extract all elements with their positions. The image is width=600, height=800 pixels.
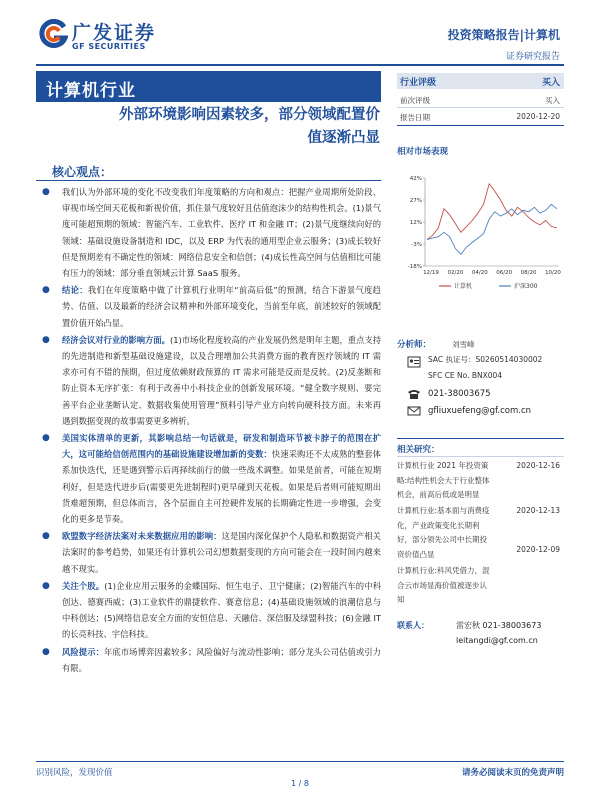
related-line: 计算机行业 2021 年投资策 bbox=[397, 461, 489, 470]
relative-performance-chart bbox=[397, 170, 564, 320]
report-date-label: 报告日期 bbox=[400, 113, 430, 122]
chart-x-tick-label: 10/20 bbox=[545, 270, 561, 276]
related-date: 2020-12-13 bbox=[516, 506, 560, 515]
core-bullet bbox=[40, 644, 381, 676]
industry-title: 计算机行业 bbox=[46, 81, 136, 101]
chart-title: 相对市场表现 bbox=[397, 147, 449, 157]
report-subtitle: 证券研究报告 bbox=[505, 52, 560, 62]
related-line: 资价值凸显 bbox=[397, 549, 435, 559]
core-divider bbox=[36, 180, 381, 181]
chart-series-line bbox=[427, 184, 557, 240]
related-line: 合云市场显海价值被逐步认 bbox=[397, 580, 487, 590]
rating-label: 行业评级 bbox=[400, 78, 437, 88]
related-line: 知 bbox=[397, 595, 405, 604]
chart-y-tick-label: 12% bbox=[409, 220, 422, 226]
footer-disclaimer[interactable]: 请务必阅读末页的免责声明 bbox=[461, 768, 564, 778]
report-date-value: 2020-12-20 bbox=[516, 112, 560, 121]
core-bullet bbox=[40, 430, 381, 527]
related-label: 相关研究： bbox=[397, 445, 440, 455]
chart-x-tick-label: 04/20 bbox=[471, 270, 488, 276]
analyst-sfc: SFC CE No. BNX004 bbox=[428, 371, 503, 380]
gf-logo-icon bbox=[38, 19, 68, 49]
analyst-email[interactable]: gfliuxuefeng@gf.com.cn bbox=[428, 406, 532, 416]
related-item[interactable] bbox=[397, 504, 515, 562]
bullet-text: (1)市场化程度较高的产业发展仍然是明年主题，重点支持的先进制造和新型基础设施建设，以及合理增加公共消费方面的教育医疗领域的 IT 需求亦可有不错的预期，但过度依赖财政预算的 IT 需求可能是反而是反转。(2)反垄断和防止资本无序扩张：有利于改善中小科技企业的创新发展环境。“健全数字规则、要完善平台企业垄断认定、数据收集使用管理”预料引导产业方向转向硬科技方面。未来再遇到数据变现的故事需要更多辨析。 bbox=[62, 334, 381, 426]
chart-y-tick-label: 42% bbox=[409, 176, 422, 182]
chart-legend-label: 计算机 bbox=[454, 283, 473, 290]
chart-x-tick-label: 02/20 bbox=[447, 270, 464, 276]
id-card-icon bbox=[407, 356, 421, 368]
bullet-bold: 结论： bbox=[62, 285, 88, 296]
bullet-text: 我们认为外部环境的变化不改变我们年度策略的方向和观点：把握产业周期所处阶段、审视市场空间天花板和新视价值，抓住景气度较好且估值泡沫少的结构性机会。(1)景气度可能超预期的领域：智能汽车、工业软件、医疗 IT 和金融 IT；(2)景气度继续向好的领域：基础设施设备制造和 IDC，以及 ERP 为代表的通用型企业云服务；(3)成长较好但是预期差有不确定性的领域：网络信息安全和信创；(4)成长性高空间与估值相比可能有压力的领域：部分垂直领域云计算 SaaS 服务。 bbox=[62, 187, 381, 279]
related-header-rule bbox=[397, 456, 564, 457]
bullet-icon: ● bbox=[42, 187, 50, 197]
page-number: 1 / 8 bbox=[291, 779, 309, 788]
bullet-bold: 经济会议对行业的影响方面。 bbox=[62, 334, 170, 345]
core-bullet bbox=[40, 578, 381, 643]
footer-slogan: 识别风险，发现价值 bbox=[36, 768, 113, 778]
bullet-icon: ● bbox=[42, 580, 50, 591]
bullet-text: (1)企业应用云服务的金蝶国际、恒生电子、卫宁健康；(2)智能汽车的中科创达、德赛西威；(3)工业软件的鼎捷软件、赛意信息；(4)基础设施领域的浪潮信息与中科创达；(5)网络信息安全方面的安恒信息、天融信、深信服及绿盟科技；(6)金融 IT 的长亮科技、宇信科技。 bbox=[62, 580, 381, 640]
related-line: 好，部分领先公司中长期投 bbox=[397, 535, 487, 544]
bullet-icon: ● bbox=[42, 334, 50, 345]
contact-email[interactable]: leitangdi@gf.com.cn bbox=[456, 636, 538, 645]
title-line-2: 值逐渐凸显 bbox=[307, 130, 380, 146]
contact-info: 雷宏秋 021-38003673 bbox=[456, 621, 542, 630]
bullet-bold: 风险提示： bbox=[62, 646, 104, 657]
related-line: 计算机行业:基本面与消费疫 bbox=[397, 506, 490, 515]
chart-x-tick-label: 06/20 bbox=[496, 270, 513, 276]
related-item[interactable] bbox=[397, 459, 515, 503]
prev-rating-value: 买入 bbox=[545, 96, 560, 105]
logo-chinese: 广发证券 bbox=[72, 22, 157, 44]
contact-label: 联系人： bbox=[397, 621, 429, 630]
core-heading: 核心观点： bbox=[52, 165, 113, 179]
related-line: 略:结构性机会大于行业整体 bbox=[397, 475, 490, 485]
analyst-phone: 021-38003675 bbox=[428, 389, 491, 399]
bullet-bold: 欧盟数字经济法案对未来数据应用的影响： bbox=[62, 531, 222, 542]
core-bullet bbox=[40, 282, 381, 331]
bullet-icon: ● bbox=[42, 531, 50, 542]
bullet-icon: ● bbox=[42, 285, 50, 296]
related-item[interactable] bbox=[397, 564, 515, 608]
phone-icon bbox=[407, 388, 421, 400]
related-line: 计算机行业:科风凭借力，混 bbox=[397, 566, 490, 575]
bullet-text: 年底市场博弈因素较多；风险偏好与流动性影响；部分龙头公司估值或引力有限。 bbox=[62, 646, 381, 673]
core-bullet bbox=[40, 332, 381, 429]
analyst-sac: SAC 执证号：S0260514030002 bbox=[428, 355, 543, 364]
rating-value: 买入 bbox=[541, 78, 560, 88]
bullet-text: 快速采购还不太成熟的整套体系加快迭代，还是遇到警示后再择续前行的做一些战术调整。如果是前者，可能在短期利好，但是迭代进步后(需要更先进制程时)更早碰到天花板。如果是后者则可能短期出货难超预期，但总体而言，各个层面自主可控硬件发展的长期确定性进一步增强，会变化的更多是节奏。 bbox=[62, 449, 381, 525]
bullet-text: 我们在年度策略中做了计算机行业明年“前高后低”的预测，结合下游景气度趋势、估值、以及最新的经济会议精神和外部环境变化，当前至年底，前述较好的领域配置价值开始凸显。 bbox=[62, 285, 381, 328]
core-bullet-list bbox=[40, 184, 381, 677]
title-line-1: 外部环境影响因素较多，部分领域配置价 bbox=[119, 107, 380, 123]
related-date: 2020-12-16 bbox=[516, 461, 560, 470]
chart-legend-label: 沪深300 bbox=[514, 283, 538, 290]
page-title bbox=[40, 104, 380, 150]
related-top-rule bbox=[397, 438, 564, 439]
bullet-icon: ● bbox=[42, 433, 50, 444]
core-bullet bbox=[40, 184, 381, 281]
chart-y-tick-label: -18% bbox=[407, 264, 422, 270]
chart-x-tick-label: 08/20 bbox=[520, 270, 537, 276]
report-type: 投资策略报告|计算机 bbox=[447, 28, 560, 42]
footer-divider bbox=[36, 761, 564, 762]
bullet-text: 这是国内深化保护个人隐私和数据资产相关法案时的参考趋势，如果还有计算机公司幻想数据变现的方向可能会在一段时间内越来越不现实。 bbox=[62, 531, 381, 574]
header-divider bbox=[36, 64, 564, 66]
related-line: 化，产业政策变化长期利 bbox=[397, 520, 480, 530]
rating-bottom-rule bbox=[397, 125, 564, 126]
prev-rating-label: 前次评级 bbox=[400, 96, 430, 105]
bullet-bold: 美国实体清单的更新，其影响总结一句话就是，研发和制造环节被卡脖子的范围在扩大，这可能给信创范围内的基础设施建设增加新的变数： bbox=[62, 433, 381, 460]
chart-y-tick-label: 27% bbox=[409, 198, 422, 204]
related-line: 机会，前高后低或是明显 bbox=[397, 490, 480, 499]
analyst-name: 刘雪峰 bbox=[452, 340, 475, 349]
rating-divider bbox=[397, 107, 564, 108]
email-icon bbox=[407, 405, 421, 417]
core-bullet bbox=[40, 528, 381, 577]
analyst-label: 分析师： bbox=[397, 340, 432, 350]
logo-english: GF SECURITIES bbox=[72, 42, 146, 51]
bullet-bold: 关注个股。 bbox=[62, 580, 105, 591]
chart-x-tick-label: 12/19 bbox=[423, 270, 439, 276]
related-date: 2020-12-09 bbox=[516, 545, 560, 554]
bullet-icon: ● bbox=[42, 646, 50, 657]
chart-y-tick-label: -3% bbox=[411, 242, 422, 248]
